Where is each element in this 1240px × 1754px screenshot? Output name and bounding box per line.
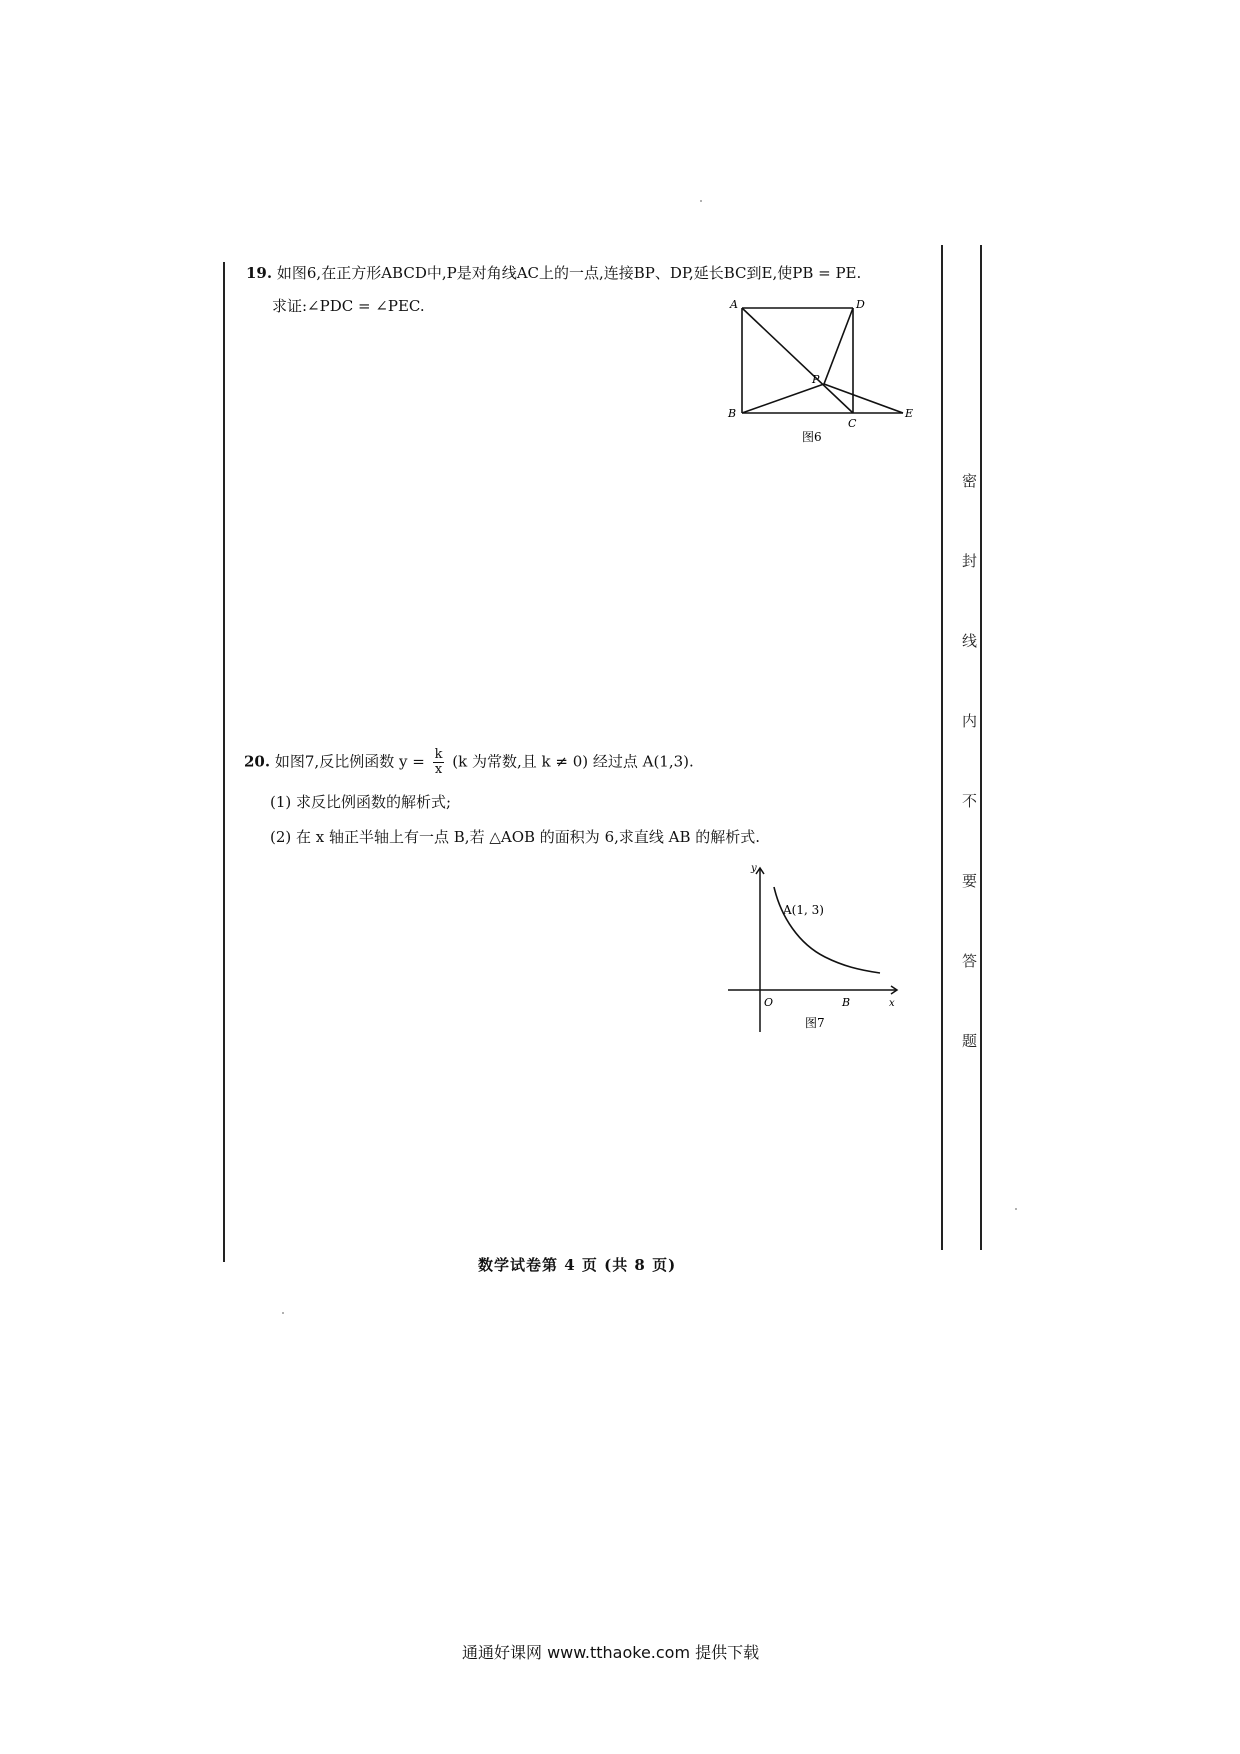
question-20-part-1: (1) 求反比例函数的解析式; <box>270 793 452 811</box>
label-b: B <box>728 407 737 420</box>
figure-6-diagram <box>725 295 915 445</box>
scan-speck <box>1015 1208 1017 1210</box>
question-number: 19. <box>246 264 273 282</box>
seal-line-right <box>980 245 982 1250</box>
question-20-part-2: (2) 在 x 轴正半轴上有一点 B,若 △AOB 的面积为 6,求直线 AB 的解析式. <box>270 828 761 846</box>
seal-char: 线 <box>962 632 978 650</box>
seal-line-left <box>941 245 943 1250</box>
point-a-label: A(1, 3) <box>783 903 824 917</box>
left-margin-line <box>223 262 225 1262</box>
source-line: 通通好课网 www.tthaoke.com 提供下载 <box>462 1643 760 1662</box>
y-axis-label: y <box>751 863 757 874</box>
seal-char: 题 <box>962 1032 978 1050</box>
seal-char: 不 <box>962 792 978 810</box>
question-text: 如图6,在正方形ABCD中,P是对角线AC上的一点,连接BP、DP,延长BC到E,使PB = PE. <box>276 264 862 282</box>
label-c: C <box>848 417 857 430</box>
question-text-end: (k 为常数,且 k ≠ 0) 经过点 A(1,3). <box>452 752 694 771</box>
figure-7-caption: 图7 <box>805 1016 825 1030</box>
seal-char: 答 <box>962 952 978 970</box>
figure-6-caption: 图6 <box>802 430 822 444</box>
fraction-numerator: k <box>434 747 443 762</box>
figure-6 <box>725 295 915 445</box>
seal-char: 内 <box>962 712 978 730</box>
question-number: 20. <box>244 752 271 771</box>
figure-7 <box>725 862 910 1042</box>
seal-char: 密 <box>962 472 978 490</box>
point-b-label: B <box>842 996 851 1009</box>
question-20 <box>244 748 694 777</box>
seal-char: 封 <box>962 552 978 570</box>
label-d: D <box>856 298 865 311</box>
fraction-denominator: x <box>434 762 443 777</box>
question-19-prove: 求证:∠PDC = ∠PEC. <box>272 297 425 315</box>
origin-label: O <box>764 996 774 1009</box>
scan-speck <box>282 1312 284 1314</box>
question-text-start: 如图7,反比例函数 y = <box>274 752 425 771</box>
label-p: P <box>812 373 820 386</box>
x-axis-label: x <box>889 998 895 1009</box>
page-footer: 数学试卷第 4 页 (共 8 页) <box>478 1256 677 1274</box>
question-19 <box>246 261 861 285</box>
label-a: A <box>730 298 738 311</box>
figure-7-diagram <box>725 862 910 1042</box>
seal-char: 要 <box>962 872 978 890</box>
fraction-k-over-x <box>433 748 445 777</box>
label-e: E <box>905 407 914 420</box>
scan-speck <box>700 200 702 202</box>
